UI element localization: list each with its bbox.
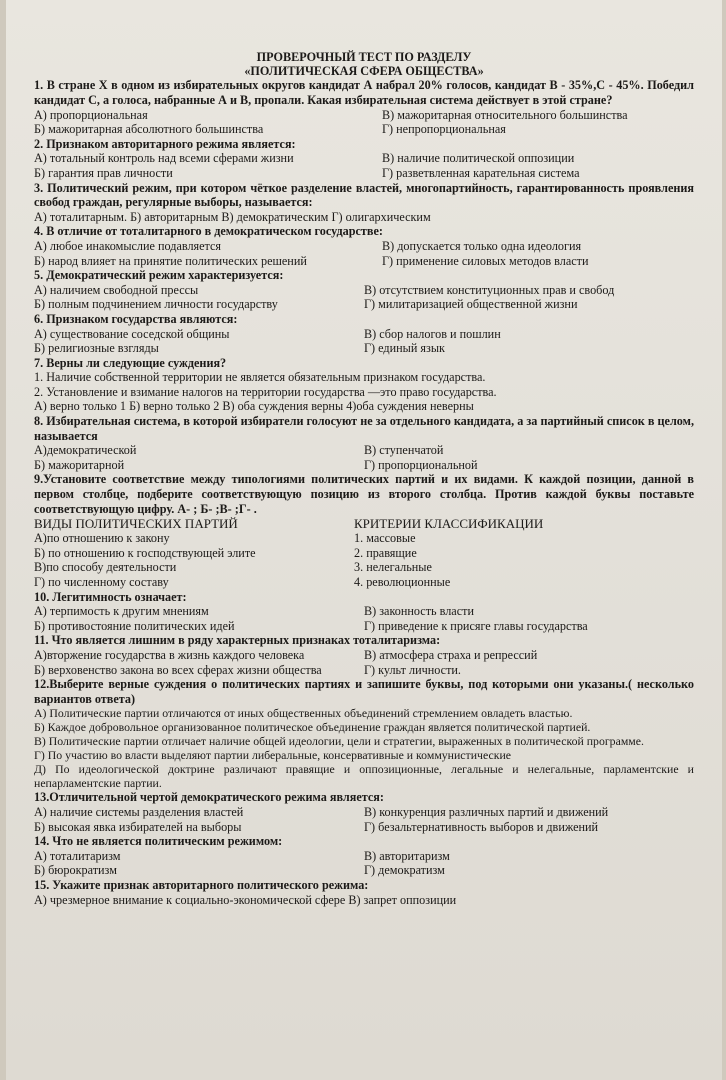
question-2: 2. Признаком авторитарного режима является: (34, 136, 296, 151)
q10-option-g: Г) приведение к присяге главы государства (364, 618, 588, 633)
q5-option-g: Г) милитаризацией общественной жизни (364, 297, 578, 312)
q9-header-right: КРИТЕРИИ КЛАССИФИКАЦИИ (354, 516, 544, 532)
q14-options-row-1 (34, 849, 694, 864)
test-sheet (6, 0, 722, 1080)
q6-option-b: Б) религиозные взгляды (34, 341, 159, 356)
q14-option-a: А) тоталитаризм (34, 848, 121, 863)
q14-option-g: Г) демократизм (364, 863, 445, 878)
q1-options-row-1 (34, 108, 694, 123)
q1-option-v: В) мажоритарная относительного большинства (382, 107, 628, 122)
q11-option-v: В) атмосфера страха и репрессий (364, 647, 538, 662)
q1-option-b: Б) мажоритарная абсолютного большинства (34, 122, 264, 137)
q9-right-cell: 3. нелегальные (354, 560, 432, 575)
q10-options-row-2 (34, 619, 694, 634)
q8-option-a: А)демократической (34, 443, 137, 458)
q11-option-a: А)вторжение государства в жизнь каждого человека (34, 647, 305, 662)
q5-option-v: В) отсутствием конституционных прав и свобод (364, 282, 615, 297)
question-4: 4. В отличие от тоталитарного в демократическом государстве: (34, 224, 383, 239)
q9-left-cell: Б) по отношению к господствующей элите (34, 545, 256, 560)
q6-options-row-1 (34, 327, 694, 342)
question-13: 13.Отличительной чертой демократического режима является: (34, 790, 384, 805)
q2-options-row-2 (34, 166, 694, 181)
q10-option-v: В) законность власти (364, 604, 474, 619)
q13-option-a: А) наличие системы разделения властей (34, 804, 244, 819)
q12-statement-g: Г) По участию во власти выделяют партии либеральные, консервативные и коммунистические (34, 748, 511, 763)
q2-option-b: Б) гарантия прав личности (34, 165, 173, 180)
q9-table-header (34, 516, 694, 531)
q8-option-g: Г) пропорциональной (364, 457, 478, 472)
question-1: 1. В стране X в одном из избирательных округов кандидат А набрал 20% голосов, кандидат В - 35%,С - 45%. Победил кандидат С, а голоса, набранные А и В, пропали. Какая избирательная система действует в этой стране? (34, 78, 694, 107)
q9-right-cell: 1. массовые (354, 531, 416, 546)
q4-options-row-2 (34, 254, 694, 269)
question-6: 6. Признаком государства являются: (34, 311, 238, 326)
q6-option-v: В) сбор налогов и пошлин (364, 326, 501, 341)
q2-options-row-1 (34, 151, 694, 166)
question-10: 10. Легитимность означает: (34, 589, 187, 604)
q2-option-a: А) тотальный контроль над всеми сферами жизни (34, 151, 294, 166)
q7-statement-2: 2. Установление и взимание налогов на территории государства —это право государства. (34, 384, 497, 399)
q5-options-row-2 (34, 297, 694, 312)
q12-statement-d: Д) По идеологической доктрине различают правящие и оппозиционные, легальные и нелегальные, парламентские и непарламентские партии. (34, 762, 694, 791)
q9-right-cell: 4. революционные (354, 575, 451, 589)
question-15: 15. Укажите признак авторитарного политического режима: (34, 877, 369, 892)
q2-option-v: В) наличие политической оппозиции (382, 151, 575, 166)
q15-options: А) чрезмерное внимание к социально-экономической сфере В) запрет оппозиции (34, 892, 457, 907)
q11-option-b: Б) верховенство закона во всех сферах жизни общества (34, 662, 322, 677)
q7-options: А) верно только 1 Б) верно только 2 В) оба суждения верны 4)оба суждения неверны (34, 399, 474, 414)
q13-option-b: Б) высокая явка избирателей на выборы (34, 819, 242, 834)
q9-right-cell: 2. правящие (354, 545, 417, 560)
q9-table-row (34, 531, 694, 546)
q5-option-a: А) наличием свободной прессы (34, 282, 199, 297)
q14-option-v: В) авторитаризм (364, 848, 450, 863)
q4-options-row-1 (34, 239, 694, 254)
question-9: 9.Установите соответствие между типологиями политических партий и их видами. К каждой позиции, данной в первом столбце, подберите соответствующую позицию из второго столбца. Против каждой буквы поставьте соответствующую цифру. А- ; Б- ;В- ;Г- . (34, 472, 694, 516)
q12-statement-v: В) Политические партии отличает наличие общей идеологии, цели и стратегии, выраженных в политической программе. (34, 734, 644, 749)
q13-options-row-1 (34, 805, 694, 820)
question-11: 11. Что является лишним в ряду характерных признаках тоталитаризма: (34, 633, 441, 648)
q2-option-g: Г) разветвленная карательная система (382, 165, 580, 180)
q9-left-cell: Г) по численному составу (34, 575, 169, 589)
q13-option-g: Г) безальтернативность выборов и движений (364, 819, 599, 834)
q11-options-row-2 (34, 663, 694, 678)
q4-option-g: Г) применение силовых методов власти (382, 253, 589, 268)
test-title: ПРОВЕРОЧНЫЙ ТЕСТ ПО РАЗДЕЛУ (256, 50, 472, 64)
q5-options-row-1 (34, 283, 694, 298)
q11-options-row-1 (34, 648, 694, 663)
question-14: 14. Что не является политическим режимом: (34, 834, 283, 849)
q14-option-b: Б) бюрократизм (34, 863, 117, 878)
q4-option-b: Б) народ влияет на принятие политических решений (34, 253, 307, 268)
q8-options-row-1 (34, 443, 694, 458)
question-3: 3. Политический режим, при котором чёткое разделение властей, многопартийность, гарантированность проявления свобод граждан, регулярные выборы, называется: (34, 180, 694, 210)
q10-option-a: А) терпимость к другим мнениям (34, 604, 209, 619)
q12-statement-a: А) Политические партии отличаются от иных общественных объединений стремлением овладеть властью. (34, 706, 573, 721)
q6-option-g: Г) единый язык (364, 341, 445, 356)
q3-options: А) тоталитарным. Б) авторитарным В) демократическим Г) олигархическим (34, 209, 431, 224)
q9-left-cell: А)по отношению к закону (34, 531, 170, 546)
q4-option-a: А) любое инакомыслие подавляется (34, 238, 222, 253)
q14-options-row-2 (34, 863, 694, 878)
question-5: 5. Демократический режим характеризуется: (34, 268, 284, 283)
q1-option-g: Г) непропорциональная (382, 122, 506, 137)
q7-statement-1: 1. Наличие собственной территории не является обязательным признаком государства. (34, 370, 486, 385)
q8-option-b: Б) мажоритарной (34, 457, 125, 472)
q4-option-v: В) допускается только одна идеология (382, 238, 582, 253)
q9-table-row (34, 575, 694, 590)
q10-options-row-1 (34, 604, 694, 619)
q6-option-a: А) существование соседской общины (34, 326, 230, 341)
q11-option-g: Г) культ личности. (364, 662, 461, 677)
q10-option-b: Б) противостояние политических идей (34, 618, 235, 633)
question-12: 12.Выберите верные суждения о политических партиях и запишите буквы, под которыми они указаны.( несколько вариантов ответа) (34, 677, 694, 706)
q13-options-row-2 (34, 820, 694, 835)
q8-option-v: В) ступенчатой (364, 443, 444, 458)
q9-header-left: ВИДЫ ПОЛИТИЧЕСКИХ ПАРТИЙ (34, 516, 238, 532)
question-8: 8. Избирательная система, в которой избиратели голосуют не за отдельного кандидата, а за партийный список в целом, называется (34, 414, 694, 443)
q5-option-b: Б) полным подчинением личности государству (34, 297, 278, 312)
q1-options-row-2 (34, 122, 694, 137)
q9-table-row (34, 546, 694, 561)
q1-option-a: А) пропорциональная (34, 107, 148, 122)
test-subtitle: «ПОЛИТИЧЕСКАЯ СФЕРА ОБЩЕСТВА» (244, 64, 484, 79)
q13-option-v: В) конкуренция различных партий и движений (364, 804, 609, 819)
q9-left-cell: В)по способу деятельности (34, 560, 177, 575)
q8-options-row-2 (34, 458, 694, 473)
question-7: 7. Верны ли следующие суждения? (34, 355, 227, 370)
q9-table-row (34, 560, 694, 575)
q6-options-row-2 (34, 341, 694, 356)
q12-statement-b: Б) Каждое добровольное организованное политическое объединение граждан является политической партией. (34, 720, 591, 735)
